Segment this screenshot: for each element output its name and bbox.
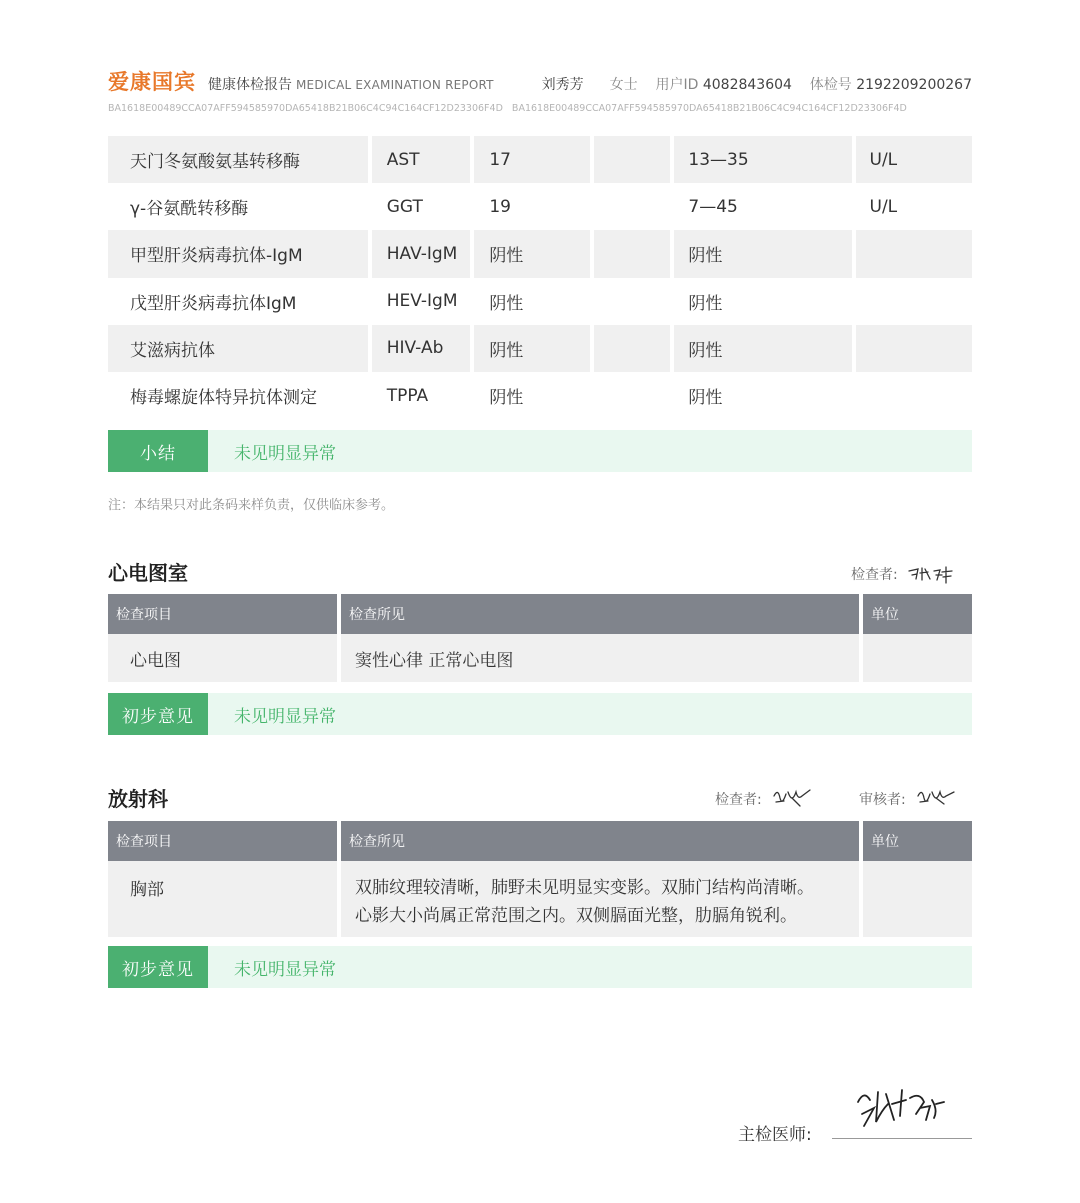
opinion-label: 初步意见 <box>108 693 208 735</box>
radiology-opinion <box>108 946 972 988</box>
test-code: GGT <box>386 196 423 217</box>
radiology-reviewer <box>859 786 958 812</box>
table-header <box>108 594 972 634</box>
test-unit <box>856 278 972 325</box>
patient-info <box>610 74 972 94</box>
ecg-table <box>108 594 972 682</box>
table-row <box>108 183 972 230</box>
exam-item: 胸部 <box>108 861 337 937</box>
test-flag <box>594 325 671 372</box>
test-flag <box>594 136 671 183</box>
test-code: AST <box>372 136 471 183</box>
exam-no: 2192209200267 <box>856 77 972 93</box>
test-name: γ-谷氨酰转移酶 <box>130 199 249 220</box>
table-header <box>108 821 972 861</box>
test-flag <box>594 372 671 419</box>
col-header-item: 检查项目 <box>108 821 337 861</box>
header-line <box>108 66 972 96</box>
table-row <box>108 230 972 277</box>
test-code: HAV-IgM <box>372 230 471 277</box>
finding-line-2: 心影大小尚属正常范围之内。双侧膈面光整，肋膈角锐利。 <box>355 906 797 926</box>
test-name: 甲型肝炎病毒抗体-IgM <box>108 230 368 277</box>
report-title-en: MEDICAL EXAMINATION REPORT <box>296 78 494 92</box>
table-row <box>108 372 972 419</box>
test-reference: 阴性 <box>688 388 723 409</box>
test-name: 艾滋病抗体 <box>108 325 368 372</box>
radiology-examiner <box>715 786 814 812</box>
reviewer-signature <box>914 786 958 812</box>
doctor-signature <box>850 1080 950 1136</box>
user-id: 4082843604 <box>702 77 792 93</box>
test-name: 梅毒螺旋体特异抗体测定 <box>130 388 317 409</box>
exam-unit <box>863 634 972 682</box>
test-unit: U/L <box>856 136 972 183</box>
test-code: HEV-IgM <box>386 291 458 312</box>
opinion-text: 未见明显异常 <box>234 706 336 727</box>
summary-label: 小结 <box>108 430 208 472</box>
test-code: HIV-Ab <box>372 325 471 372</box>
summary-text: 未见明显异常 <box>234 443 336 464</box>
disclaimer-note: 注：本结果只对此条码来样负责，仅供临床参考。 <box>108 498 395 513</box>
exam-unit <box>863 861 972 937</box>
test-unit: U/L <box>869 196 898 217</box>
ecg-examiner <box>851 563 956 585</box>
exam-no-label: 体检号 <box>809 77 852 93</box>
report-header <box>108 66 972 114</box>
col-header-finding: 检查所见 <box>341 594 859 634</box>
test-unit <box>856 325 972 372</box>
test-name: 戊型肝炎病毒抗体IgM <box>130 293 297 314</box>
exam-finding: 窦性心律 正常心电图 <box>341 634 859 682</box>
user-id-label: 用户ID <box>655 77 699 93</box>
col-header-unit: 单位 <box>863 594 972 634</box>
test-result: 17 <box>474 136 589 183</box>
finding-line-1: 双肺纹理较清晰，肺野未见明显实变影。双肺门结构尚清晰。 <box>355 878 814 898</box>
report-title: 健康体检报告 <box>208 77 292 93</box>
test-name: 天门冬氨酸氨基转移酶 <box>108 136 368 183</box>
col-header-finding: 检查所见 <box>341 821 859 861</box>
signature-line <box>832 1138 972 1139</box>
exam-item: 心电图 <box>108 634 337 682</box>
lab-results-table <box>108 136 972 419</box>
examiner-signature <box>906 563 956 585</box>
test-unit <box>856 230 972 277</box>
test-flag <box>594 278 671 325</box>
examiner-signature <box>770 786 814 812</box>
opinion-text: 未见明显异常 <box>234 959 336 980</box>
table-row <box>108 325 972 372</box>
table-row <box>108 861 972 937</box>
hash-1: BA1618E00489CCA07AFF594585970DA65418B21B06C4C94C164CF12D23306F4D <box>108 103 503 114</box>
table-row <box>108 634 972 682</box>
chief-doctor-label: 主检医师: <box>738 1125 812 1145</box>
barcode-hashes <box>108 103 972 114</box>
test-result: 阴性 <box>474 325 589 372</box>
test-reference: 13—35 <box>674 136 851 183</box>
test-reference: 7—45 <box>688 196 738 217</box>
radiology-section-title: 放射科 <box>108 787 168 811</box>
exam-finding <box>341 861 859 937</box>
test-flag <box>594 183 671 230</box>
test-code: TPPA <box>386 385 429 406</box>
radiology-table <box>108 821 972 937</box>
test-unit <box>856 372 972 419</box>
test-result: 19 <box>489 196 511 217</box>
examiner-label: 检查者: <box>715 792 762 808</box>
lab-summary <box>108 430 972 472</box>
table-row <box>108 136 972 183</box>
test-reference: 阴性 <box>674 325 851 372</box>
ecg-opinion <box>108 693 972 735</box>
patient-gender: 女士 <box>609 77 638 93</box>
test-flag <box>594 230 671 277</box>
patient-name: 刘秀芳 <box>541 77 584 93</box>
brand-logo: 爱康国宾 <box>108 70 196 94</box>
opinion-label: 初步意见 <box>108 946 208 988</box>
test-result: 阴性 <box>489 388 524 409</box>
test-reference: 阴性 <box>674 230 851 277</box>
ecg-section-title: 心电图室 <box>108 561 188 585</box>
col-header-unit: 单位 <box>863 821 972 861</box>
test-result: 阴性 <box>474 230 589 277</box>
reviewer-label: 审核者: <box>859 792 906 808</box>
hash-2: BA1618E00489CCA07AFF594585970DA65418B21B06C4C94C164CF12D23306F4D <box>511 103 907 114</box>
examiner-label: 检查者: <box>851 567 898 583</box>
table-row <box>108 278 972 325</box>
test-reference: 阴性 <box>688 293 723 314</box>
col-header-item: 检查项目 <box>108 594 337 634</box>
test-result: 阴性 <box>489 293 524 314</box>
